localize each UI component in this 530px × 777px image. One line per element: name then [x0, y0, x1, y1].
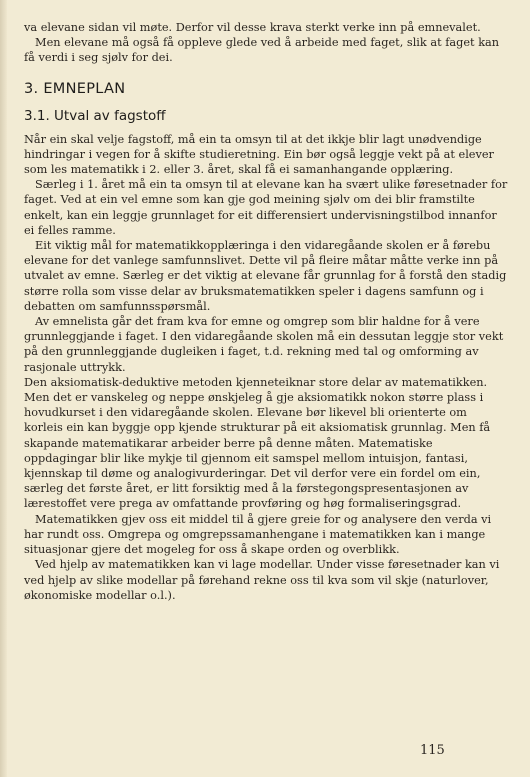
body-paragraph-4: Av emnelista går det fram kva for emne og omgrep som blir haldne for å vere grunnleggjande i faget. I den vidaregåande skolen må ein dessutan leggje stor vekt på den grunnleggjande dugleiken i faget, t.d. rekning med tal og omforming av rasjonale uttrykk.: [24, 315, 504, 374]
intro-paragraph-2: Men elevane må også få oppleve glede ved å arbeide med faget, slik at faget kan få verdi i seg sjølv for dei.: [24, 36, 500, 65]
subsection-heading: 3.1. Utval av fagstoff: [24, 107, 166, 124]
section-heading: 3. EMNEPLAN: [24, 80, 126, 97]
body-paragraph-2: Særleg i 1. året må ein ta omsyn til at elevane kan ha svært ulike føresetnader for faget. Ved at ein vel emne som kan gje god meining sjølv om dei blir framstilte enkelt, kan ein leggje grunnlaget for eit differensiert undervisningstilbod innanfor ei felles ramme.: [24, 178, 508, 237]
intro-paragraph-1: va elevane sidan vil møte. Derfor vil desse krava sterkt verke inn på emnevalet.: [24, 21, 481, 34]
page-number: 115: [420, 743, 445, 758]
body-paragraph-5: Den aksiomatisk-deduktive metoden kjenneteiknar store delar av matematikken. Men det er vanskeleg og neppe ønskjeleg å gje aksiomatikk nokon større plass i hovudkurset i den vidaregåande skolen. Elevane bør likevel bli orienterte om korleis ein kan byggje opp kjende strukturar på eit aksiomatisk grunnlag. Men få skapande matematikarar arbeider berre på denne måten. Matematiske oppdagingar blir like mykje til gjennom eit samspel mellom intuisjon, fantasi, kjennskap til døme og analogivurderingar. Det vil derfor vere ein fordel om ein, særleg det første året, er litt forsiktig med å la førstegongspresentasjonen av lærestoffet vere prega av omfattande provføring og høg formaliseringsgrad.: [24, 375, 491, 511]
body-paragraph-3: Eit viktig mål for matematikkopplæringa i den vidaregåande skolen er å førebu elevane for det vanlege samfunnslivet. Dette vil på fleire måtar måtte verke inn på utvalet av emne. Særleg er det viktig at elevane får grunnlag for å forstå den stadig større rolla som visse delar av bruksmatematikken speler i dagens samfunn og i debatten om samfunnsspørsmål.: [24, 239, 507, 313]
document-page: [24, 20, 508, 603]
body-paragraph-7: Ved hjelp av matematikken kan vi lage modellar. Under visse føresetnader kan vi ved hjelp av slike modellar på førehand rekne oss til kva som vil skje (naturlover, økonomiske modellar o.l.).: [24, 558, 500, 602]
page-spine-shadow: [0, 0, 7, 777]
body-paragraph-6: Matematikken gjev oss eit middel til å gjere greie for og analysere den verda vi har rundt oss. Omgrepa og omgrepssamanhengane i matematikken kan i mange situasjonar gjere det mogeleg for oss å skape orden og overblikk.: [24, 512, 492, 557]
body-paragraph-1: Når ein skal velje fagstoff, må ein ta omsyn til at det ikkje blir lagt unødvendige hindringar i vegen for å skifte studieretning. Ein bør også leggje vekt på at elever som les matematikk i 2. eller 3. året, skal få ei samanhangande opplæring.: [24, 132, 494, 177]
